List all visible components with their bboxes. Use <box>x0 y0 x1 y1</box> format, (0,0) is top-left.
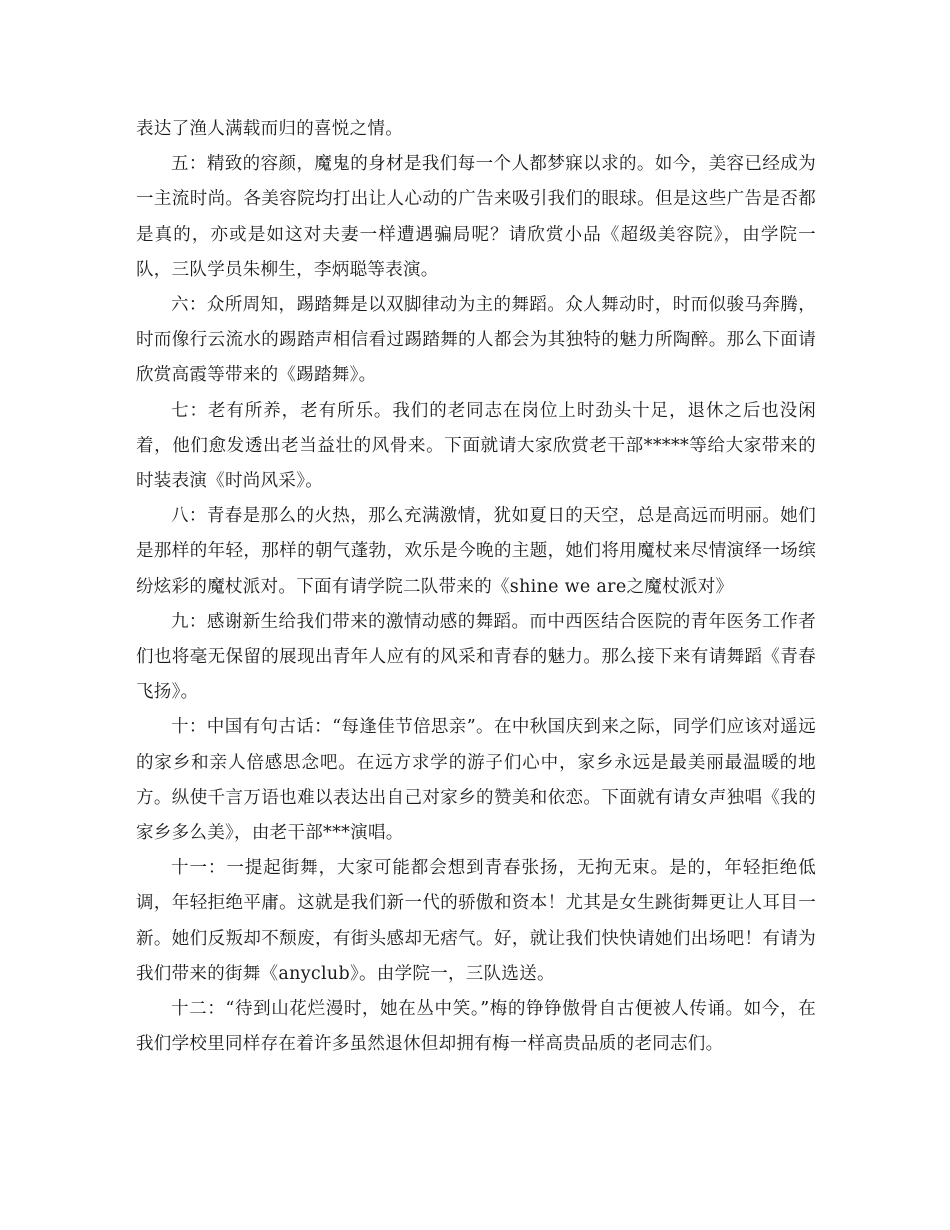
paragraph-item-7: 七：老有所养，老有所乐。我们的老同志在岗位上时劲头十足，退休之后也没闲着，他们愈发透出老当益壮的风骨来。下面就请大家欣赏老干部*****等给大家带来的时装表演《时尚风采》。 <box>136 400 816 492</box>
document-page <box>136 112 816 1062</box>
paragraph-item-12: 十二：“待到山花烂漫时，她在丛中笑。”梅的铮铮傲骨自古便被人传诵。如今，在我们学校里同样存在着许多虽然退休但却拥有梅一样高贵品质的老同志们。 <box>136 999 816 1055</box>
paragraph-item-6: 六：众所周知，踢踏舞是以双脚律动为主的舞蹈。众人舞动时，时而似骏马奔腾，时而像行云流水的踢踏声相信看过踢踏舞的人都会为其独特的魅力所陶醉。那么下面请欣赏高霞等带来的《踢踏舞》。 <box>136 295 816 386</box>
paragraph-item-10: 十：中国有句古话：“每逢佳节倍思亲”。在中秋国庆到来之际，同学们应该对遥远的家乡和亲人倍感思念吧。在远方求学的游子们心中，家乡永远是最美丽最温暖的地方。纵使千言万语也难以表达出自己对家乡的赞美和依恋。下面就有请女声独唱《我的家乡多么美》，由老干部***演唱。 <box>136 717 816 844</box>
paragraph-item-8: 八：青春是那么的火热，那么充满激情，犹如夏日的天空，总是高远而明丽。她们是那样的年轻，那样的朝气蓬勃，欢乐是今晚的主题，她们将用魔杖来尽情演绎一场缤纷炫彩的魔杖派对。下面有请学院二队带来的《shine we are之魔杖派对》 <box>136 506 816 597</box>
paragraph-continuation: 表达了渔人满载而归的喜悦之情。 <box>136 119 403 139</box>
paragraph-item-11: 十一：一提起街舞，大家可能都会想到青春张扬，无拘无束。是的，年轻拒绝低调，年轻拒绝平庸。这就是我们新一代的骄傲和资本！尤其是女生跳街舞更让人耳目一新。她们反叛却不颓废，有街头感却无痞气。好，就让我们快快请她们出场吧！有请为我们带来的街舞《anyclub》。由学院一，三队选送。 <box>136 858 816 984</box>
paragraph-item-5: 五：精致的容颜，魔鬼的身材是我们每一个人都梦寐以求的。如今，美容已经成为一主流时尚。各美容院均打出让人心动的广告来吸引我们的眼球。但是这些广告是否都是真的，亦或是如这对夫妻一样遭遇骗局呢？请欣赏小品《超级美容院》，由学院一队，三队学员朱柳生，李炳聪等表演。 <box>136 154 816 280</box>
paragraph-item-9: 九：感谢新生给我们带来的激情动感的舞蹈。而中西医结合医院的青年医务工作者们也将毫无保留的展现出青年人应有的风采和青春的魅力。那么接下来有请舞蹈《青春飞扬》。 <box>136 611 816 703</box>
